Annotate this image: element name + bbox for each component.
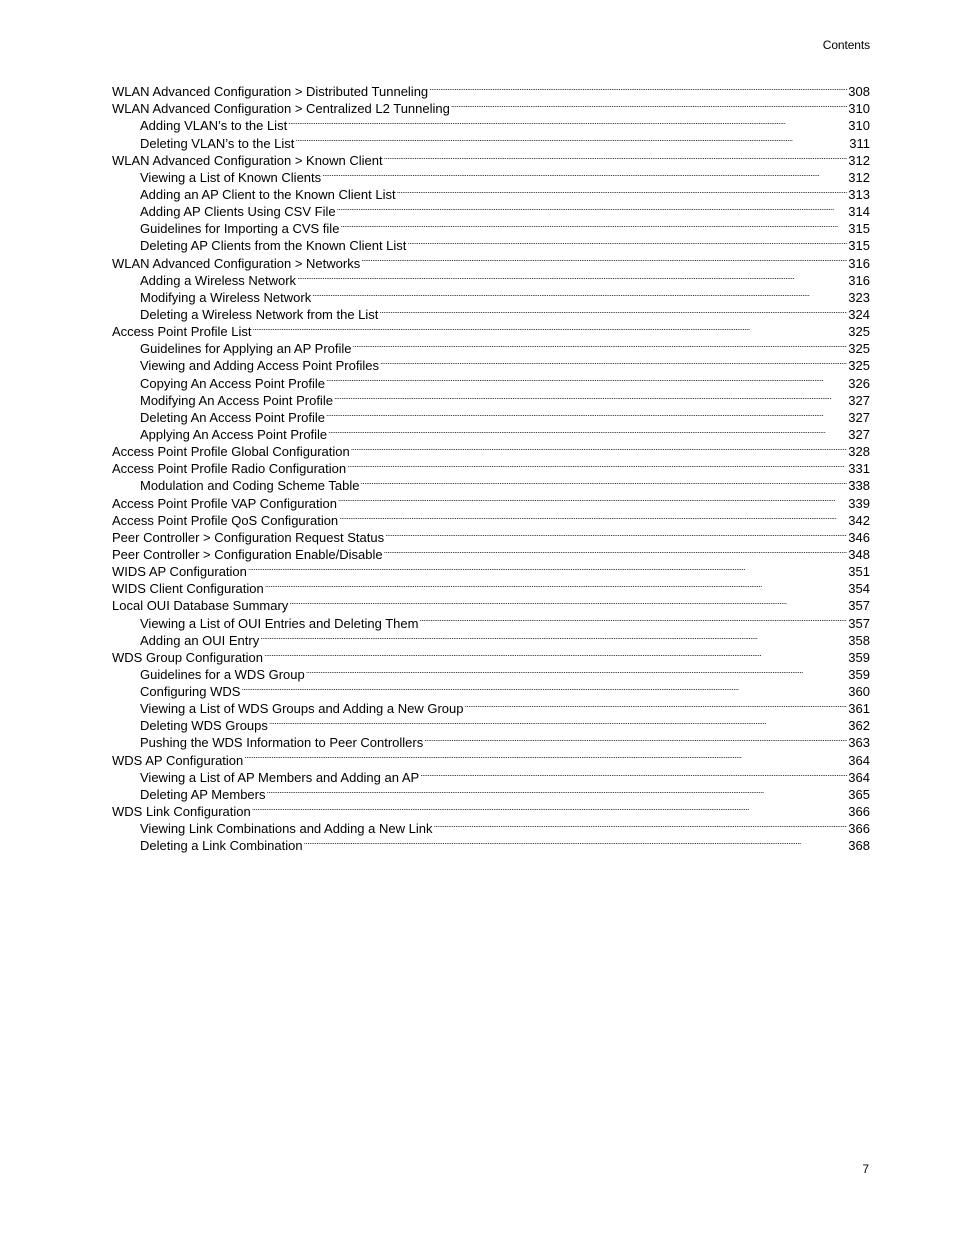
toc-entry-title[interactable]: Deleting VLAN’s to the List [140, 135, 295, 151]
toc-entry-title[interactable]: Viewing and Adding Access Point Profiles [140, 358, 379, 374]
toc-entry-title[interactable]: Adding AP Clients Using CSV File [140, 204, 336, 220]
toc-entry-page[interactable]: 312 [848, 169, 870, 185]
toc-entry-page[interactable]: 365 [848, 786, 870, 802]
dot-leader [433, 816, 847, 833]
toc-entry-page[interactable]: 316 [848, 255, 870, 271]
dot-leader [264, 645, 847, 662]
dot-leader [288, 113, 847, 130]
dot-leader [252, 319, 847, 336]
dot-leader [267, 782, 848, 799]
toc-entry-page[interactable]: 315 [848, 238, 870, 254]
dot-leader [241, 679, 847, 696]
dot-leader [295, 130, 848, 147]
dot-leader [347, 456, 847, 473]
dot-leader [312, 285, 847, 302]
toc-entry-title[interactable]: Deleting AP Clients from the Known Client List [140, 238, 407, 254]
toc-entry-title[interactable]: Viewing a List of Known Clients [140, 169, 322, 185]
dot-leader [248, 559, 847, 576]
dot-leader [397, 182, 848, 199]
toc-entry-title[interactable]: Adding an OUI Entry [140, 632, 260, 648]
toc-entry-page[interactable]: 310 [848, 101, 870, 117]
dot-leader [289, 593, 847, 610]
toc-entry-title[interactable]: WDS AP Configuration [112, 752, 244, 768]
dot-leader [244, 747, 847, 764]
dot-leader [326, 370, 847, 387]
dot-leader [297, 268, 847, 285]
toc-entry-page[interactable]: 361 [848, 701, 870, 717]
dot-leader [361, 250, 847, 267]
toc-entry-title[interactable]: Deleting a Link Combination [140, 838, 303, 854]
toc-entry-title[interactable]: Viewing a List of WDS Groups and Adding a New Group [140, 701, 464, 717]
toc-entry-title[interactable]: Access Point Profile QoS Configuration [112, 512, 339, 528]
toc-entry-title[interactable]: Deleting An Access Point Profile [140, 409, 325, 425]
toc-entry-title[interactable]: Viewing a List of AP Members and Adding an AP [140, 769, 420, 785]
toc-entry-page[interactable]: 311 [849, 135, 870, 151]
toc-entry-page[interactable]: 310 [848, 118, 870, 134]
toc-entry-title[interactable]: Deleting a Wireless Network from the List [140, 306, 379, 322]
dot-leader [385, 525, 847, 542]
toc-entry-page[interactable]: 360 [848, 684, 870, 700]
toc-entry-title[interactable]: Peer Controller > Configuration Request Status [112, 529, 385, 545]
toc-entry-page[interactable]: 325 [848, 324, 870, 340]
toc-entry-title[interactable]: WIDS AP Configuration [112, 564, 247, 580]
dot-leader [260, 628, 847, 645]
dot-leader [328, 422, 847, 439]
toc-entry-title[interactable]: Access Point Profile List [112, 324, 252, 340]
dot-leader [384, 148, 848, 165]
dot-leader [265, 576, 848, 593]
toc-entry-title[interactable]: Guidelines for a WDS Group [140, 666, 305, 682]
dot-leader [379, 302, 847, 319]
toc-entry-page[interactable]: 324 [848, 306, 870, 322]
toc-entry-title[interactable]: WIDS Client Configuration [112, 581, 264, 597]
toc-entry-page[interactable]: 323 [848, 289, 870, 305]
dot-leader [465, 696, 848, 713]
dot-leader [380, 353, 847, 370]
toc-entry-page[interactable]: 342 [848, 512, 870, 528]
dot-leader [420, 765, 847, 782]
dot-leader [451, 96, 847, 113]
toc-entry-page[interactable]: 354 [848, 581, 870, 597]
toc-entry-title[interactable]: Deleting AP Members [140, 786, 266, 802]
toc-entry-title[interactable]: Guidelines for Importing a CVS file [140, 221, 340, 237]
toc-entry-page[interactable]: 346 [848, 529, 870, 545]
dot-leader [306, 662, 848, 679]
toc-entry-page[interactable]: 325 [848, 358, 870, 374]
toc-entry-page[interactable]: 313 [848, 186, 870, 202]
toc-entry-page[interactable]: 331 [848, 461, 870, 477]
toc-entry-page[interactable]: 366 [848, 821, 870, 837]
toc-entry-title[interactable]: Modulation and Coding Scheme Table [140, 478, 360, 494]
toc-entry-page[interactable]: 315 [848, 221, 870, 237]
dot-leader [322, 165, 847, 182]
toc-entry-title[interactable]: Access Point Profile Radio Configuration [112, 461, 347, 477]
toc-entry-title[interactable]: WLAN Advanced Configuration > Known Client [112, 152, 383, 168]
toc-entry-title[interactable]: Adding an AP Client to the Known Client List [140, 186, 396, 202]
dot-leader [269, 713, 847, 730]
dot-leader [419, 610, 847, 627]
toc-entry-page[interactable]: 357 [848, 615, 870, 631]
toc-entry-title[interactable]: Viewing Link Combinations and Adding a New Link [140, 821, 433, 837]
dot-leader [334, 388, 847, 405]
toc-entry-title[interactable]: Copying An Access Point Profile [140, 375, 325, 391]
toc-entry-title[interactable]: Access Point Profile VAP Configuration [112, 495, 337, 511]
toc-entry-title[interactable]: Viewing a List of OUI Entries and Deleting Them [140, 615, 419, 631]
dot-leader [339, 508, 847, 525]
toc-entry-page[interactable]: 316 [848, 272, 870, 288]
toc-entry-title[interactable]: Adding a Wireless Network [140, 272, 297, 288]
dot-leader [429, 79, 847, 96]
toc-entry-title[interactable]: Adding VLAN’s to the List [140, 118, 288, 134]
toc-entry-page[interactable]: 368 [848, 838, 870, 854]
page-number: 7 [862, 1162, 869, 1176]
dot-leader [351, 439, 848, 456]
toc-entry-page[interactable]: 363 [848, 735, 870, 751]
toc-entry-page[interactable]: 328 [848, 444, 870, 460]
toc-entry-title[interactable]: Applying An Access Point Profile [140, 426, 328, 442]
toc-entry-title[interactable]: WDS Link Configuration [112, 804, 251, 820]
section-label: Contents [822, 38, 870, 52]
toc-entry-page[interactable]: 362 [848, 718, 870, 734]
table-of-contents [112, 79, 870, 854]
toc-entry-page[interactable]: 327 [848, 426, 870, 442]
toc-entry-page[interactable]: 348 [848, 546, 870, 562]
dot-leader [304, 833, 848, 850]
toc-entry-page[interactable]: 351 [848, 564, 870, 580]
toc-entry-page[interactable]: 308 [848, 84, 870, 100]
toc-entry-title[interactable]: Configuring WDS [140, 684, 241, 700]
toc-entry-title[interactable]: WLAN Advanced Configuration > Distributed Tunneling [112, 84, 429, 100]
toc-entry-title[interactable]: Local OUI Database Summary [112, 598, 289, 614]
dot-leader [360, 473, 847, 490]
toc-entry-title[interactable]: Deleting WDS Groups [140, 718, 268, 734]
toc-entry-page[interactable]: 327 [848, 392, 870, 408]
dot-leader [338, 490, 847, 507]
toc-entry-page[interactable]: 359 [848, 649, 870, 665]
toc-entry-page[interactable]: 366 [848, 804, 870, 820]
toc-entry-page[interactable]: 339 [848, 495, 870, 511]
toc-entry-page[interactable]: 314 [848, 204, 870, 220]
dot-leader [252, 799, 848, 816]
toc-entry-title[interactable]: Pushing the WDS Information to Peer Controllers [140, 735, 424, 751]
toc-entry-page[interactable]: 364 [848, 769, 870, 785]
toc-entry-title[interactable]: Modifying a Wireless Network [140, 289, 312, 305]
dot-leader [424, 730, 847, 747]
toc-entry-page[interactable]: 359 [848, 666, 870, 682]
toc-entry-title[interactable]: WLAN Advanced Configuration > Centralized L2 Tunneling [112, 101, 450, 117]
toc-entry-title[interactable]: Modifying An Access Point Profile [140, 392, 333, 408]
toc-entry-page[interactable]: 327 [848, 409, 870, 425]
toc-entry-page[interactable]: 357 [848, 598, 870, 614]
toc-entry-title[interactable]: Guidelines for Applying an AP Profile [140, 341, 352, 357]
toc-entry-page[interactable]: 358 [848, 632, 870, 648]
dot-leader [340, 216, 847, 233]
dot-leader [326, 405, 847, 422]
toc-entry-page[interactable]: 326 [848, 375, 870, 391]
toc-entry-page[interactable]: 364 [848, 752, 870, 768]
dot-leader [407, 233, 847, 250]
toc-entry-title[interactable]: Access Point Profile Global Configuration [112, 444, 350, 460]
dot-leader [384, 542, 848, 559]
toc-entry-page[interactable]: 312 [848, 152, 870, 168]
toc-entry-title[interactable]: Peer Controller > Configuration Enable/Disable [112, 546, 383, 562]
toc-entry-page[interactable]: 338 [848, 478, 870, 494]
toc-entry-title[interactable]: WLAN Advanced Configuration > Networks [112, 255, 361, 271]
dot-leader [353, 336, 848, 353]
toc-entry-page[interactable]: 325 [848, 341, 870, 357]
toc-entry[interactable] [112, 79, 870, 100]
toc-entry-title[interactable]: WDS Group Configuration [112, 649, 264, 665]
dot-leader [337, 199, 848, 216]
